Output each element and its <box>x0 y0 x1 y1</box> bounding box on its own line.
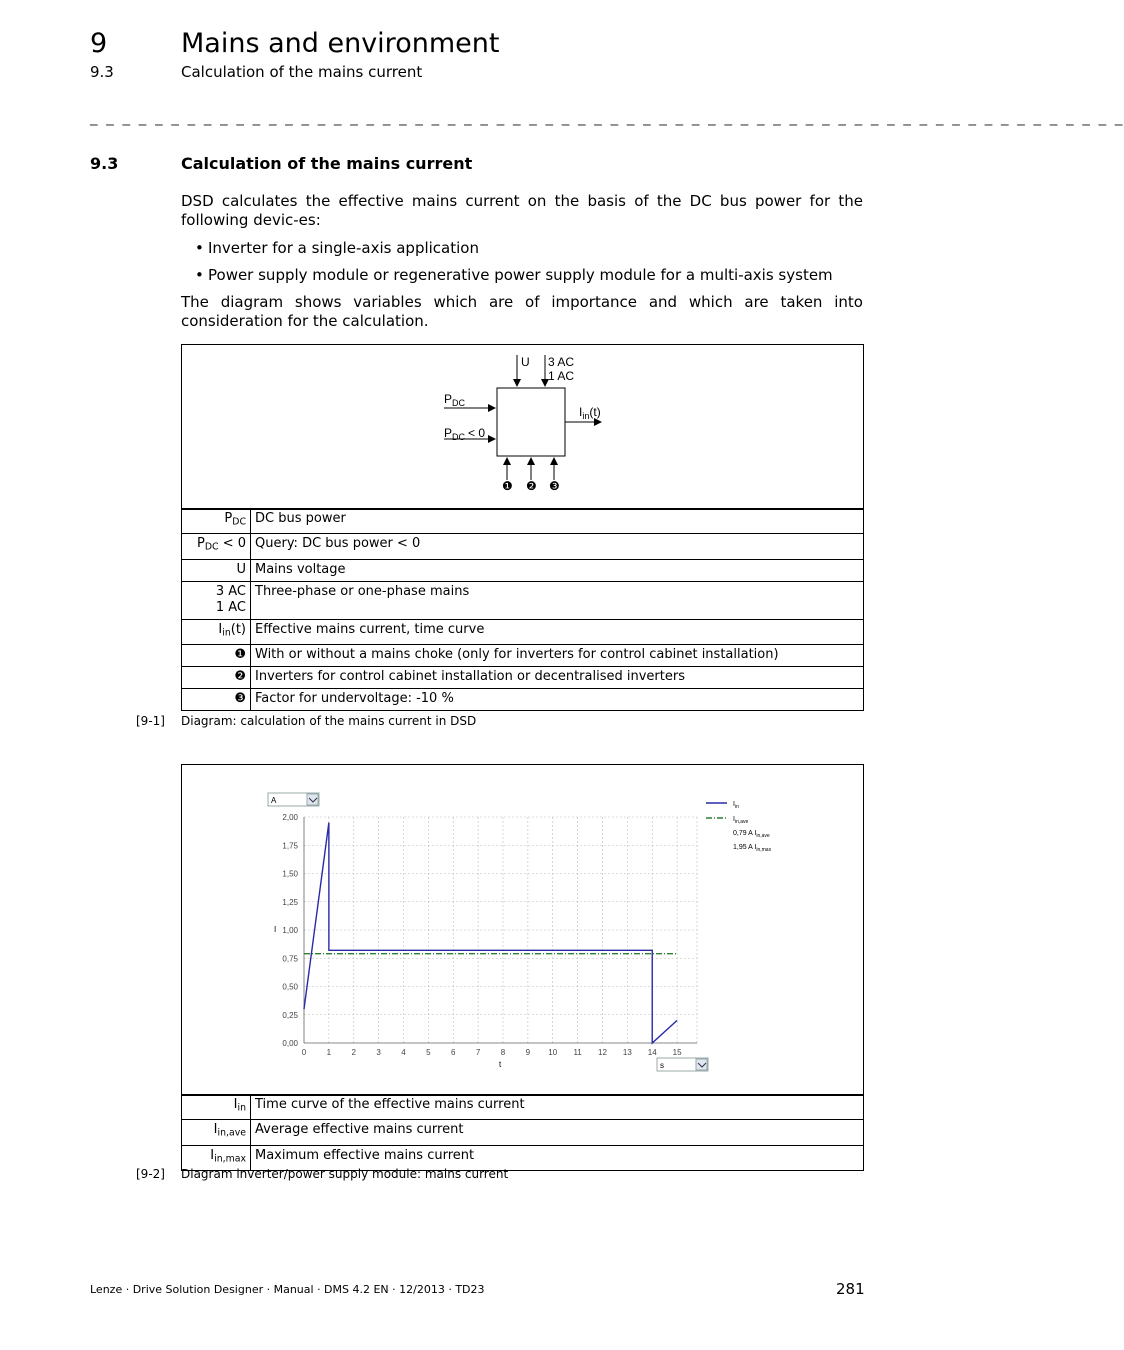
figure1-caption-number: [9-1] <box>136 714 165 728</box>
ac1-label: 1 AC <box>548 369 575 383</box>
y-tick-label: 2,00 <box>282 813 298 822</box>
legend-symbol: $I_{in,ave}$ <box>182 1120 251 1145</box>
intro-paragraph: DSD calculates the effective mains current on the basis of the DC bus power for the following devic-es: <box>181 192 863 229</box>
section-number: 9.3 <box>90 154 119 173</box>
x-tick-label: 12 <box>598 1048 607 1057</box>
marker-2: ❷ <box>526 479 537 493</box>
svg-text:A: A <box>271 796 277 805</box>
marker-3: ❸ <box>549 479 560 493</box>
x-tick-label: 9 <box>525 1048 531 1057</box>
bullet-item-2: Power supply module or regenerative power supply module for a multi-axis system <box>208 266 833 284</box>
x-tick-label: 6 <box>451 1048 456 1057</box>
bullet-marker: • <box>195 266 204 284</box>
legend-symbol: U <box>182 559 251 581</box>
table-row <box>182 688 864 710</box>
x-unit-select[interactable] <box>657 1058 708 1071</box>
pdc-neg-label: $P_{DC} < 0$ <box>444 426 486 442</box>
legend-symbol: $I_{in}$ <box>182 1095 251 1120</box>
legend-description: With or without a mains choke (only for inverters for control cabinet installation) <box>251 644 864 666</box>
table-row <box>182 619 864 644</box>
x-tick-label: 10 <box>548 1048 558 1057</box>
bullet-item-1: Inverter for a single-axis application <box>208 239 479 257</box>
x-axis-label: t <box>499 1060 502 1069</box>
legend-description: Maximum effective mains current <box>251 1145 864 1170</box>
legend-description: Inverters for control cabinet installation or decentralised inverters <box>251 666 864 688</box>
legend-label-iin-ave: $I_{in,ave}$ <box>733 816 749 825</box>
legend-label-iin: $I_{in}$ <box>733 801 739 810</box>
chapter-number: 9 <box>90 28 108 59</box>
x-tick-label: 1 <box>326 1048 332 1057</box>
figure2-box <box>181 764 864 1096</box>
chart-ticks <box>282 813 682 1057</box>
table-row <box>182 534 864 559</box>
legend-description: Average effective mains current <box>251 1120 864 1145</box>
chart-legend <box>706 801 772 853</box>
device-block <box>497 388 565 456</box>
legend-symbol: 3 AC 1 AC <box>182 581 251 619</box>
x-tick-label: 5 <box>426 1048 431 1057</box>
y-tick-label: 0,25 <box>282 1010 298 1020</box>
mains-current-chart <box>182 765 863 1095</box>
ac3-label: 3 AC <box>548 355 575 369</box>
legend-description: Factor for undervoltage: -10 % <box>251 688 864 710</box>
table-row <box>182 581 864 619</box>
figure1-box <box>181 344 864 510</box>
chart-series <box>304 823 677 1043</box>
x-tick-label: 4 <box>401 1048 406 1057</box>
legend-description: DC bus power <box>251 509 864 534</box>
x-tick-label: 15 <box>672 1048 682 1057</box>
second-paragraph: The diagram shows variables which are of importance and which are taken into consideration for the calculation. <box>181 293 863 330</box>
x-tick-label: 13 <box>622 1048 632 1057</box>
figure2-caption: Diagram inverter/power supply module: mains current <box>181 1167 509 1181</box>
u-label: U <box>521 355 530 369</box>
x-tick-label: 8 <box>500 1048 506 1057</box>
legend-symbol: $I_{in}(t)$ <box>182 619 251 644</box>
x-tick-label: 11 <box>573 1048 582 1057</box>
marker-1: ❶ <box>502 479 513 493</box>
page-number: 281 <box>836 1280 865 1298</box>
pdc-label: $P_{DC}$ <box>444 392 466 408</box>
legend-description: Query: DC bus power < 0 <box>251 534 864 559</box>
legend-description: Time curve of the effective mains current <box>251 1095 864 1120</box>
x-tick-label: 2 <box>351 1048 356 1057</box>
header-section-number: 9.3 <box>90 63 114 81</box>
table-row <box>182 1120 864 1145</box>
figure1-legend-table <box>181 508 864 711</box>
legend-symbol: ❶ <box>182 644 251 666</box>
table-row <box>182 666 864 688</box>
x-tick-label: 0 <box>301 1048 307 1057</box>
chart-grid <box>304 817 697 1043</box>
series-line-iin <box>304 823 677 1043</box>
iin-label: $I_{in}(t)$ <box>579 405 601 421</box>
y-tick-label: 0,75 <box>282 954 298 964</box>
x-tick-label: 3 <box>376 1048 381 1057</box>
table-row <box>182 509 864 534</box>
section-title: Calculation of the mains current <box>181 154 473 173</box>
header-rule: _ _ _ _ _ _ _ _ _ _ _ _ _ _ _ _ _ _ _ _ _ _ _ _ _ _ _ _ _ _ _ _ _ _ _ _ _ _ _ _ _ _ _ _ _ _ _ _ _ _ _ _ _ _ _ _ _ _ _ _ _ _ _ _ <box>90 108 1124 126</box>
table-row <box>182 559 864 581</box>
y-tick-label: 1,75 <box>282 841 298 851</box>
footer-text: Lenze · Drive Solution Designer · Manual · DMS 4.2 EN · 12/2013 · TD23 <box>90 1283 485 1296</box>
y-tick-label: 1,00 <box>282 926 298 935</box>
y-tick-label: 1,25 <box>282 897 298 907</box>
legend-symbol: $P_{DC} < 0$ <box>182 534 251 559</box>
figure2-legend-table <box>181 1094 864 1171</box>
y-tick-label: 0,00 <box>282 1039 298 1048</box>
legend-description: Three-phase or one-phase mains <box>251 581 864 619</box>
legend-description: Mains voltage <box>251 559 864 581</box>
legend-symbol: $P_{DC}$ <box>182 509 251 534</box>
legend-symbol: ❸ <box>182 688 251 710</box>
legend-symbol: $I_{in,max}$ <box>182 1145 251 1170</box>
legend-description: Effective mains current, time curve <box>251 619 864 644</box>
y-tick-label: 0,50 <box>282 982 298 992</box>
table-row <box>182 644 864 666</box>
y-axis-label: I <box>274 925 277 934</box>
legend-symbol: ❷ <box>182 666 251 688</box>
legend-value-iin-ave: 0,79 A $I_{in,ave}$ <box>733 830 770 839</box>
block-diagram <box>182 345 863 509</box>
y-tick-label: 1,50 <box>282 869 298 879</box>
figure2-caption-number: [9-2] <box>136 1167 165 1181</box>
chapter-title: Mains and environment <box>181 28 500 59</box>
header-section-title: Calculation of the mains current <box>181 63 423 81</box>
x-tick-label: 14 <box>647 1048 657 1057</box>
figure1-caption: Diagram: calculation of the mains current in DSD <box>181 714 477 728</box>
x-tick-label: 7 <box>475 1048 481 1057</box>
table-row <box>182 1095 864 1120</box>
y-unit-select[interactable] <box>268 793 319 806</box>
legend-value-iin-max: 1,95 A $I_{in,max}$ <box>733 844 772 853</box>
svg-text:s: s <box>660 1061 664 1070</box>
bullet-marker: • <box>195 239 204 257</box>
